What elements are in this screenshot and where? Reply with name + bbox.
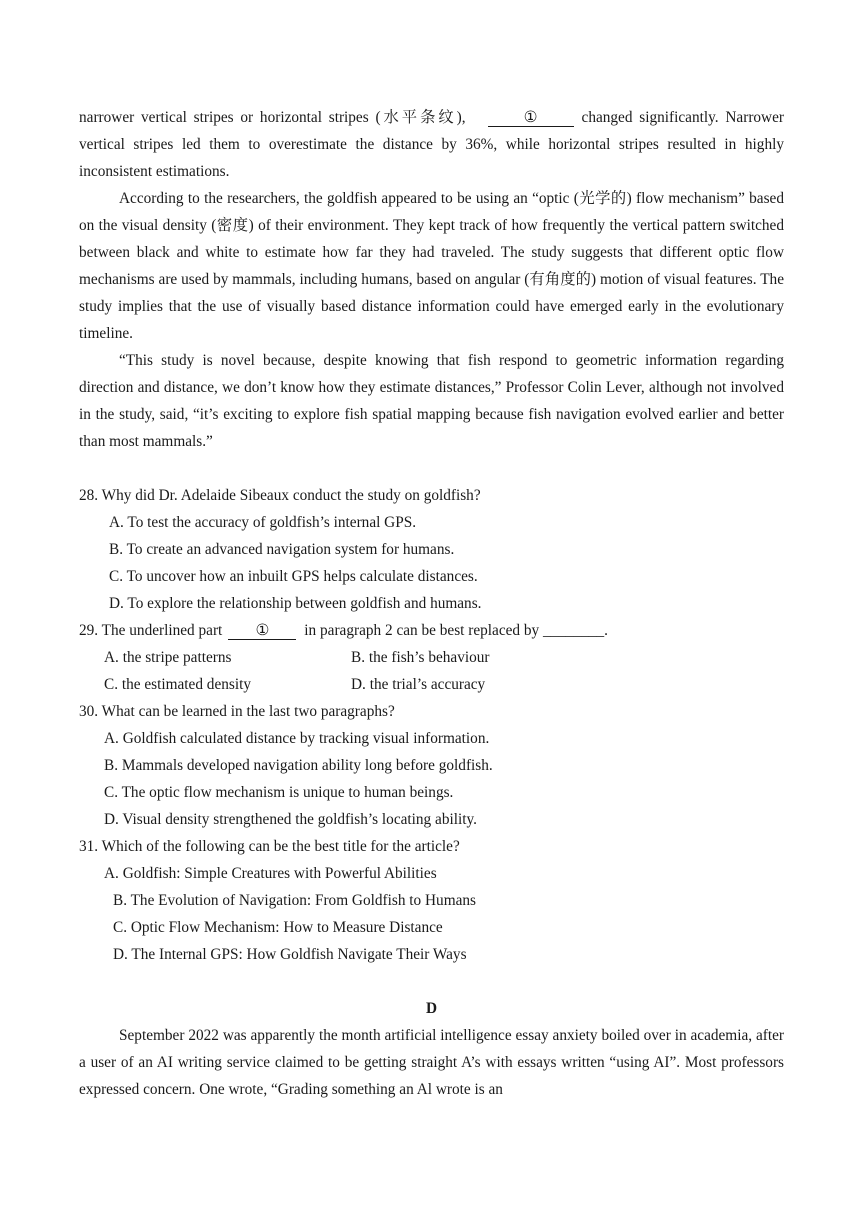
question-28-option-d: D. To explore the relationship between goldfish and humans.	[109, 595, 482, 612]
question-31-stem: 31. Which of the following can be the best title for the article?	[79, 838, 460, 855]
question-29	[79, 617, 784, 698]
section-d-paragraph-1: September 2022 was apparently the month artificial intelligence essay anxiety boiled over in academia, after a user of an AI writing service claimed to be getting straight A’s with essays written “using AI”. Most professors expressed concern. One wrote, “Grading something an Al wrote is an	[79, 1027, 784, 1098]
question-28-option-a: A. To test the accuracy of goldfish’s internal GPS.	[109, 514, 417, 531]
question-29-stem-start: 29. The underlined part	[79, 622, 223, 639]
question-28-option-b: B. To create an advanced navigation system for humans.	[109, 541, 455, 558]
question-30-option-d: D. Visual density strengthened the goldfish’s locating ability.	[104, 811, 477, 828]
paragraph-1-text-start: narrower vertical stripes or horizontal stripes (水平条纹),	[79, 109, 466, 126]
question-29-stem-end: in paragraph 2 can be best replaced by ________.	[304, 622, 609, 639]
question-29-stem	[79, 617, 784, 644]
question-28	[79, 482, 784, 617]
question-31-option-a: A. Goldfish: Simple Creatures with Powerful Abilities	[104, 865, 437, 882]
underlined-blank-1: ①	[488, 110, 574, 127]
question-30-option-c: C. The optic flow mechanism is unique to human beings.	[104, 784, 454, 801]
paragraph-1-text-end: changed significantly. Narrower vertical stripes led them to overestimate the distance by 36%, while horizontal stripes resulted in highly inconsistent estimations.	[79, 109, 784, 180]
question-29-option-b: B. the fish’s behaviour	[351, 649, 490, 666]
question-29-option-a: A. the stripe patterns	[104, 649, 232, 666]
passage-paragraph-1	[79, 104, 784, 185]
question-29-option-d: D. the trial’s accuracy	[351, 676, 486, 693]
question-31-option-b: B. The Evolution of Navigation: From Goldfish to Humans	[113, 892, 476, 909]
question-31	[79, 833, 784, 968]
question-31-option-c: C. Optic Flow Mechanism: How to Measure Distance	[113, 919, 443, 936]
question-30-stem: 30. What can be learned in the last two paragraphs?	[79, 703, 395, 720]
question-29-option-c: C. the estimated density	[104, 676, 251, 693]
question-28-stem: 28. Why did Dr. Adelaide Sibeaux conduct the study on goldfish?	[79, 487, 481, 504]
underlined-blank-reference: ①	[228, 623, 296, 640]
document-page	[79, 104, 784, 1103]
question-30-option-a: A. Goldfish calculated distance by tracking visual information.	[104, 730, 490, 747]
passage-paragraph-2: According to the researchers, the goldfish appeared to be using an “optic (光学的) flow mechanism” based on the visual density (密度) of their environment. They kept track of how frequently the vertical pattern switched between black and white to estimate how far they had traveled. The study suggests that different optic flow mechanisms are used by mammals, including humans, based on angular (有角度的) motion of visual features. The study implies that the use of visually based distance information could have emerged early in the evolutionary timeline.	[79, 190, 784, 342]
question-28-option-c: C. To uncover how an inbuilt GPS helps calculate distances.	[109, 568, 478, 585]
section-heading-d: D	[425, 1000, 438, 1017]
question-30-option-b: B. Mammals developed navigation ability long before goldfish.	[104, 757, 493, 774]
question-29-options-row-2	[79, 671, 784, 698]
question-30	[79, 698, 784, 833]
question-29-options-row-1	[79, 644, 784, 671]
passage-paragraph-3: “This study is novel because, despite knowing that fish respond to geometric information regarding direction and distance, we don’t know how they estimate distances,” Professor Colin Lever, although not involved in the study, said, “it’s exciting to explore fish spatial mapping because fish navigation evolved earlier and better than most mammals.”	[79, 352, 784, 450]
question-31-option-d: D. The Internal GPS: How Goldfish Navigate Their Ways	[113, 946, 467, 963]
